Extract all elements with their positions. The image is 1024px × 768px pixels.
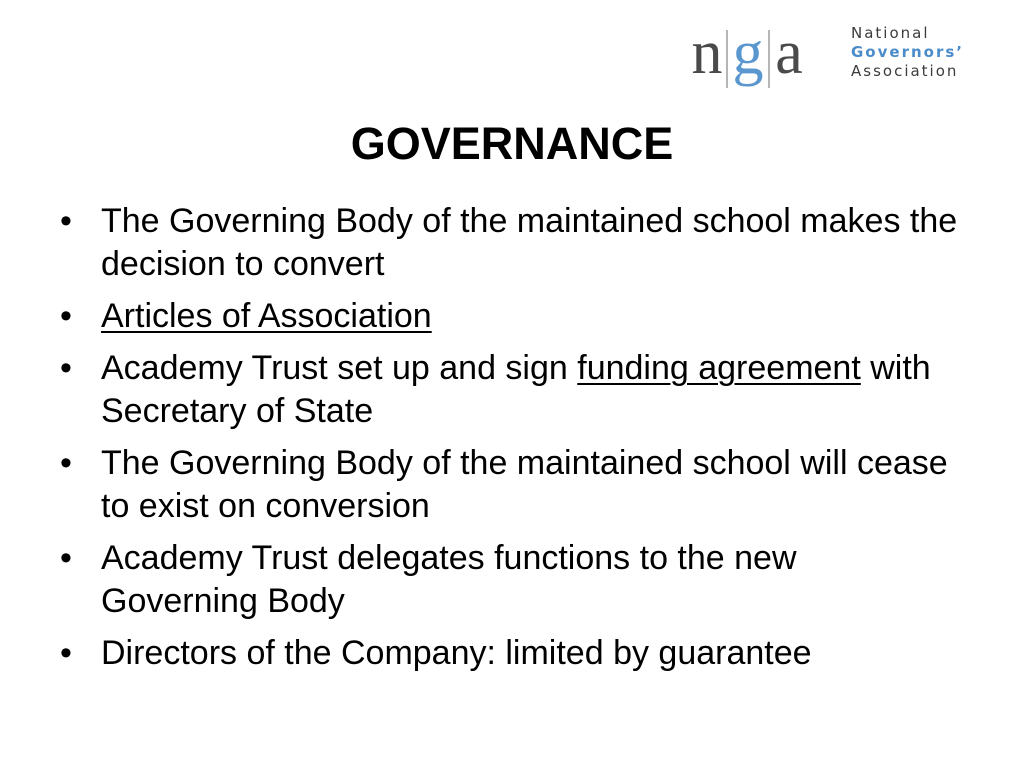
bullet-text: The Governing Body of the maintained school will cease to exist on conversion (101, 444, 948, 525)
nga-logo (688, 19, 988, 108)
logo-mark (688, 19, 808, 88)
bullet-item (58, 295, 958, 338)
bullet-marker: • (60, 634, 72, 672)
logo-text-national: National (851, 24, 930, 42)
logo-letter-n: n (691, 19, 723, 87)
bullet-marker: • (60, 297, 72, 335)
logo-letter-g: g (732, 19, 764, 87)
bullet-item (58, 632, 958, 675)
funding-agreement-link[interactable]: funding agreement (577, 349, 861, 387)
bullet-item (58, 347, 958, 433)
bullet-item (58, 442, 958, 528)
slide-title: GOVERNANCE (350, 118, 674, 169)
bullet-item (58, 537, 958, 623)
bullet-marker: • (60, 349, 72, 387)
bullet-text: Directors of the Company: limited by guarantee (101, 634, 812, 672)
bullet-marker: • (60, 202, 72, 240)
bullet-list (58, 200, 958, 684)
logo-text-governors: Governors’ (851, 43, 964, 61)
bullet-text: The Governing Body of the maintained school makes the decision to convert (101, 202, 958, 283)
articles-of-association-link[interactable]: Articles of Association (101, 297, 432, 335)
bullet-text: Academy Trust set up and sign (101, 349, 578, 387)
logo-letter-a: a (775, 19, 803, 87)
logo-wordmark (851, 24, 964, 81)
bullet-item (58, 200, 958, 286)
bullet-text: Academy Trust delegates functions to the new Governing Body (101, 539, 797, 620)
bullet-marker: • (60, 444, 72, 482)
bullet-marker: • (60, 539, 72, 577)
bullet-text: with Secretary of State (101, 349, 931, 430)
logo-text-association: Association (851, 62, 959, 80)
